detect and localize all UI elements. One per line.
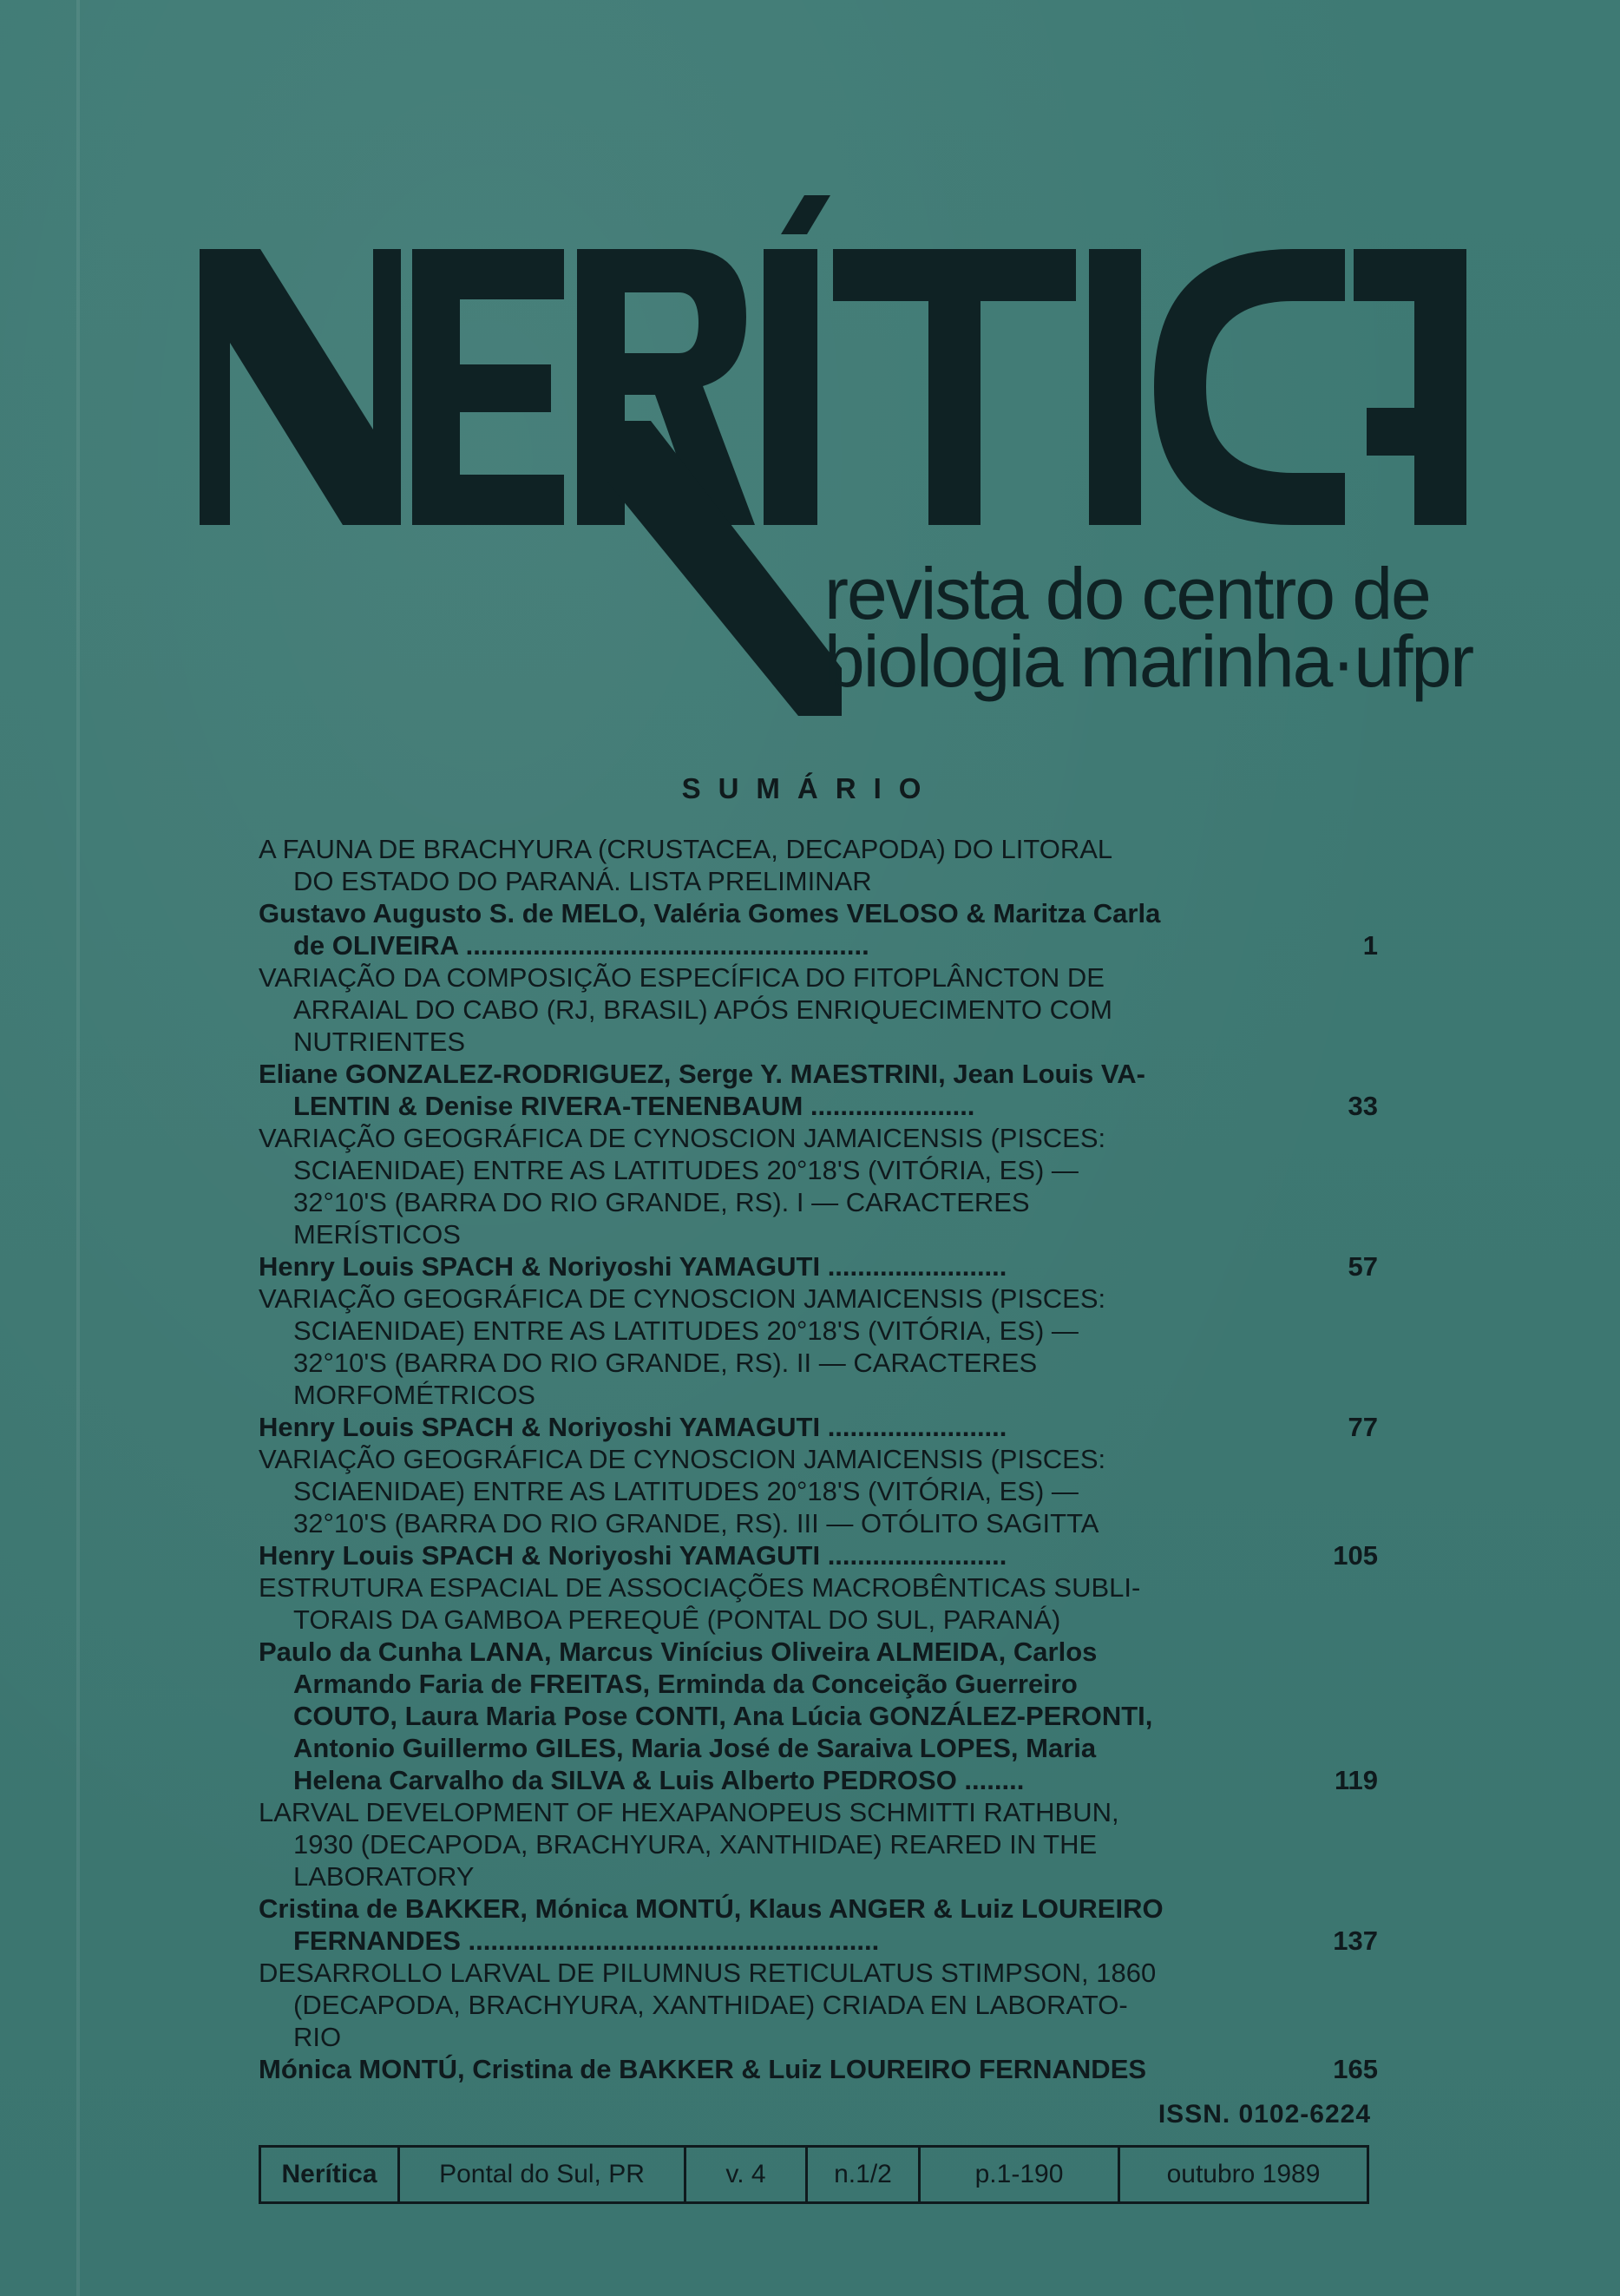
toc-entry-title [259,1796,1378,1893]
citation-volume: v. 4 [686,2148,808,2201]
citation-journal: Nerítica [261,2148,400,2201]
toc-entry-authors [259,2053,1378,2085]
subtitle-line-2: biologia marinha·ufpr [824,620,1473,702]
toc-entry-title [259,1122,1378,1250]
toc-author-line: Henry Louis SPACH & Noriyoshi YAMAGUTI ........................ [259,1540,1007,1571]
toc-entry [259,1443,1378,1571]
table-of-contents [259,833,1378,2085]
toc-entry-authors [259,1636,1378,1796]
toc-author-line: Gustavo Augusto S. de MELO, Valéria Gomes VELOSO & Maritza Carla [259,898,1161,928]
toc-page-number: 105 [1333,1540,1378,1571]
toc-title-line: TORAIS DA GAMBOA PEREQUÊ (PONTAL DO SUL, PARANÁ) [293,1604,1061,1635]
toc-title-line: SCIAENIDAE) ENTRE AS LATITUDES 20°18'S (VITÓRIA, ES) — [293,1476,1079,1506]
citation-date: outubro 1989 [1166,2160,1321,2188]
spine-fold [76,0,80,2296]
toc-author-line: Helena Carvalho da SILVA & Luis Alberto PEDROSO ........ [293,1765,1025,1795]
toc-page-number: 77 [1348,1412,1378,1442]
toc-title-line: SCIAENIDAE) ENTRE AS LATITUDES 20°18'S (VITÓRIA, ES) — [293,1155,1079,1185]
toc-entry [259,1796,1378,1957]
toc-author-line: FERNANDES ....................................................... [293,1925,880,1956]
toc-author-line: LENTIN & Denise RIVERA-TENENBAUM ...................... [293,1091,975,1121]
toc-entry-authors [259,897,1378,961]
toc-title-line: DO ESTADO DO PARANÁ. LISTA PRELIMINAR [293,866,872,896]
toc-entry-title [259,1571,1378,1636]
toc-page-number: 165 [1333,2054,1378,2084]
toc-entry [259,961,1378,1122]
toc-title-line: MORFOMÉTRICOS [293,1380,535,1410]
toc-page-number: 1 [1362,930,1378,961]
toc-entry [259,1282,1378,1443]
citation-table [259,2145,1369,2204]
toc-title-line: 32°10'S (BARRA DO RIO GRANDE, RS). II — CARACTERES [293,1348,1038,1378]
toc-page-number: 119 [1334,1765,1378,1795]
toc-title-line: 1930 (DECAPODA, BRACHYURA, XANTHIDAE) REARED IN THE [293,1829,1098,1860]
toc-title-line: ARRAIAL DO CABO (RJ, BRASIL) APÓS ENRIQUECIMENTO COM [293,994,1112,1025]
issn-number: ISSN. 0102-6224 [1158,2100,1371,2129]
toc-author-line: de OLIVEIRA ...................................................... [293,930,869,961]
toc-entry-authors [259,1058,1378,1122]
toc-title-line: 32°10'S (BARRA DO RIO GRANDE, RS). I — CARACTERES [293,1187,1030,1217]
journal-subtitle [824,553,1484,702]
toc-title-line: NUTRIENTES [293,1027,466,1057]
toc-title-line: SCIAENIDAE) ENTRE AS LATITUDES 20°18'S (VITÓRIA, ES) — [293,1315,1079,1346]
toc-entry-title [259,961,1378,1058]
toc-title-line: DESARROLLO LARVAL DE PILUMNUS RETICULATUS STIMPSON, 1860 [259,1958,1157,1988]
toc-author-line: Mónica MONTÚ, Cristina de BAKKER & Luiz LOUREIRO FERNANDES [259,2054,1147,2084]
toc-title-line: ESTRUTURA ESPACIAL DE ASSOCIAÇÕES MACROBÊNTICAS SUBLI- [259,1572,1141,1603]
toc-title-line: MERÍSTICOS [293,1219,461,1250]
toc-author-line: Eliane GONZALEZ-RODRIGUEZ, Serge Y. MAESTRINI, Jean Louis VA- [259,1059,1146,1089]
citation-place: Pontal do Sul, PR [400,2148,686,2201]
toc-title-line: LARVAL DEVELOPMENT OF HEXAPANOPEUS SCHMITTI RATHBUN, [259,1797,1119,1827]
toc-entry-authors [259,1250,1378,1282]
toc-entry [259,833,1378,961]
toc-entry-authors [259,1893,1378,1957]
toc-entry-authors [259,1411,1378,1443]
toc-title-line: RIO [293,2022,342,2052]
contents-heading: SUMÁRIO [681,772,939,804]
subtitle-line-1: revista do centro de [824,553,1430,634]
toc-title-line: VARIAÇÃO GEOGRÁFICA DE CYNOSCION JAMAICENSIS (PISCES: [259,1444,1106,1474]
toc-entry-title [259,1443,1378,1539]
toc-author-line: COUTO, Laura Maria Pose CONTI, Ana Lúcia GONZÁLEZ-PERONTI, [293,1701,1153,1731]
toc-author-line: Henry Louis SPACH & Noriyoshi YAMAGUTI ........................ [259,1251,1007,1282]
toc-author-line: Armando Faria de FREITAS, Erminda da Conceição Guerreiro [293,1669,1078,1699]
toc-title-line: VARIAÇÃO DA COMPOSIÇÃO ESPECÍFICA DO FITOPLÂNCTON DE [259,962,1105,993]
toc-title-line: VARIAÇÃO GEOGRÁFICA DE CYNOSCION JAMAICENSIS (PISCES: [259,1283,1106,1314]
toc-author-line: Cristina de BAKKER, Mónica MONTÚ, Klaus ANGER & Luiz LOUREIRO [259,1893,1164,1924]
toc-author-line: Henry Louis SPACH & Noriyoshi YAMAGUTI ........................ [259,1412,1007,1442]
toc-page-number: 57 [1348,1251,1378,1282]
toc-author-line: Paulo da Cunha LANA, Marcus Vinícius Oliveira ALMEIDA, Carlos [259,1637,1098,1667]
toc-title-line: A FAUNA DE BRACHYURA (CRUSTACEA, DECAPODA) DO LITORAL [259,834,1113,864]
toc-entry [259,1571,1378,1796]
toc-title-line: VARIAÇÃO GEOGRÁFICA DE CYNOSCION JAMAICENSIS (PISCES: [259,1123,1106,1153]
toc-entry [259,1957,1378,2085]
toc-entry-title [259,1282,1378,1411]
citation-number: n.1/2 [808,2148,921,2201]
toc-page-number: 33 [1348,1091,1378,1121]
toc-entry-title [259,1957,1378,2053]
toc-title-line: 32°10'S (BARRA DO RIO GRANDE, RS). III — OTÓLITO SAGITTA [293,1508,1099,1538]
toc-entry [259,1122,1378,1282]
toc-entry-title [259,833,1378,897]
citation-pages: p.1-190 [921,2148,1120,2201]
toc-entry-authors [259,1539,1378,1571]
toc-author-line: Antonio Guillermo GILES, Maria José de Saraiva LOPES, Maria [293,1733,1097,1763]
toc-page-number: 137 [1333,1925,1378,1956]
toc-title-line: (DECAPODA, BRACHYURA, XANTHIDAE) CRIADA EN LABORATO- [293,1990,1128,2020]
toc-title-line: LABORATORY [293,1861,475,1892]
